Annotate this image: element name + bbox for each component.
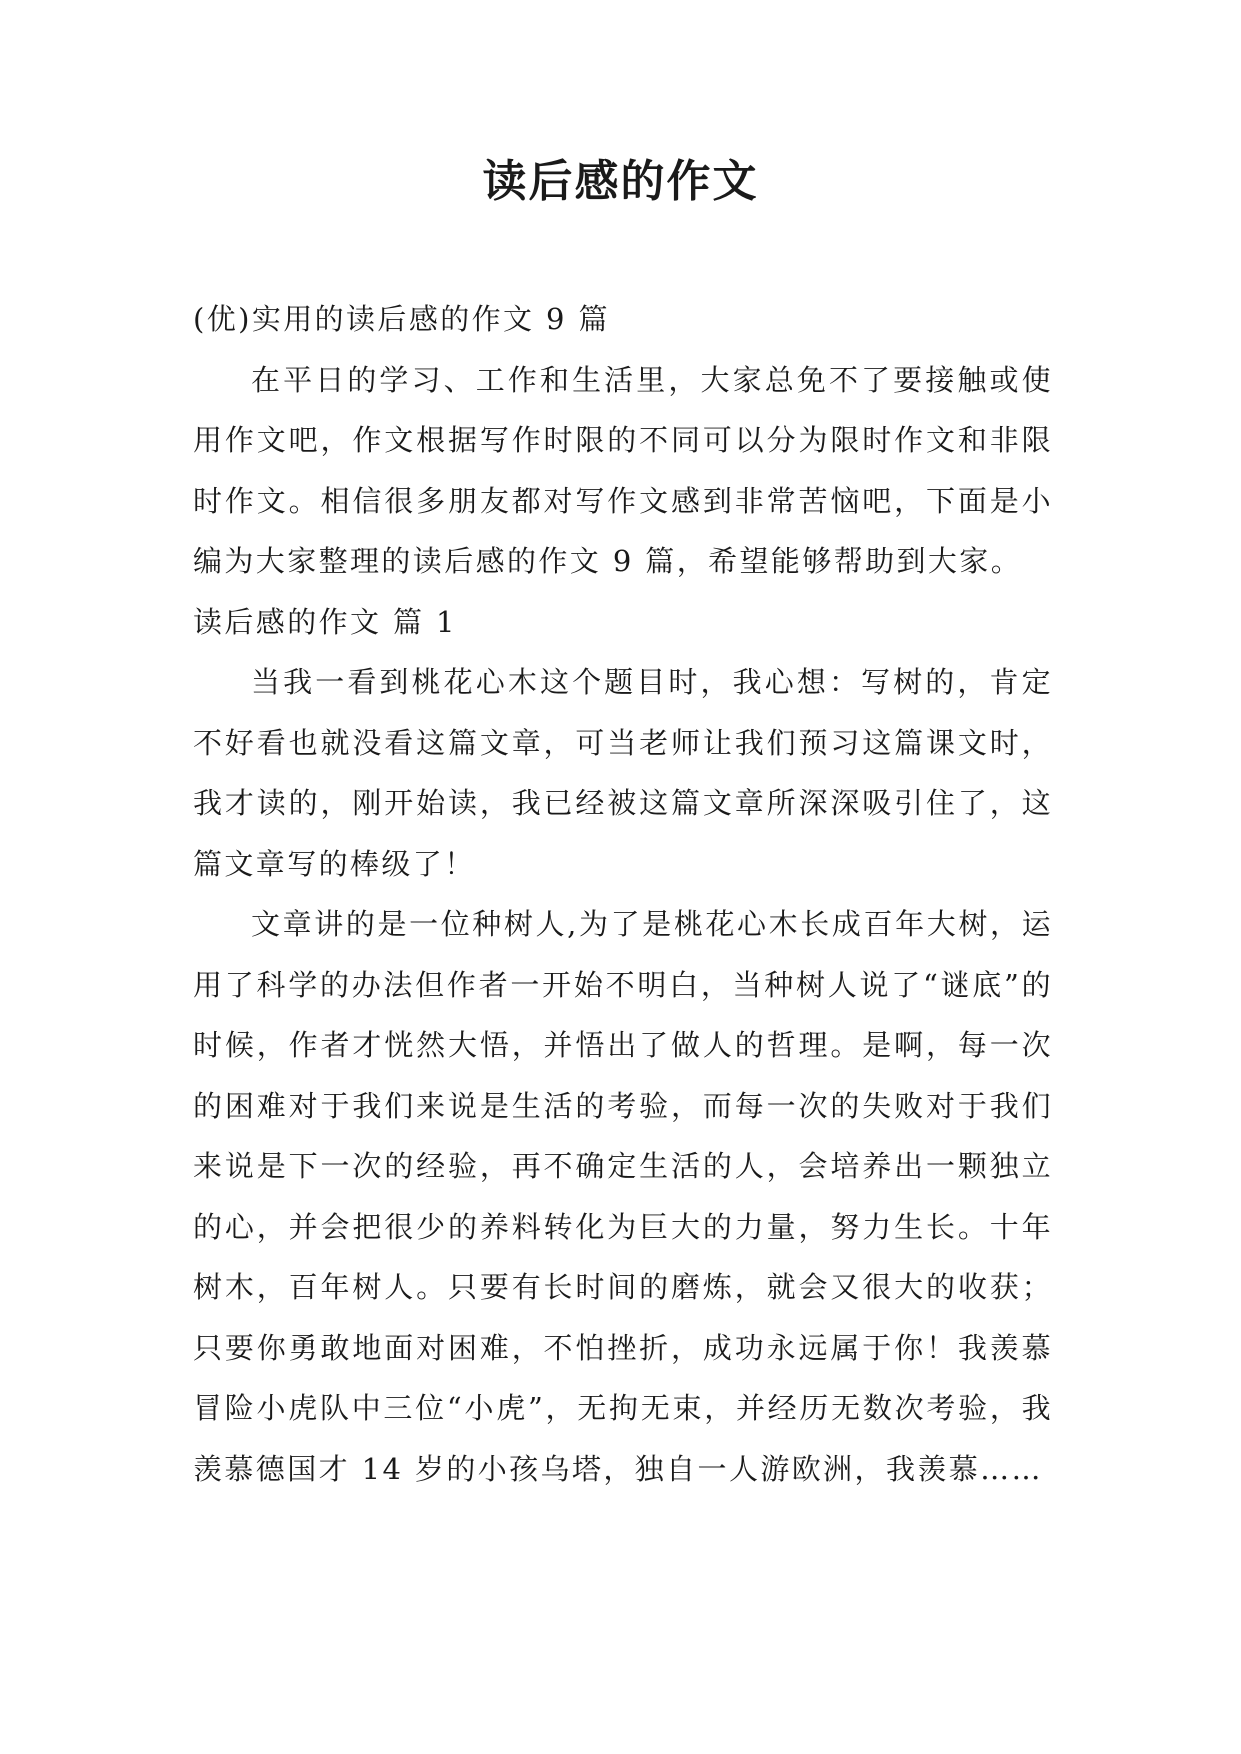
document-body (193, 289, 1053, 1499)
body-paragraph: 当我一看到桃花心木这个题目时，我心想：写树的，肯定不好看也就没看这篇文章，可当老师让我们预习这篇课文时，我才读的，刚开始读，我已经被这篇文章所深深吸引住了，这篇文章写的棒级了！ (193, 665, 1053, 881)
document-title: 读后感的作文 (482, 156, 759, 207)
body-paragraph: 文章讲的是一位种树人,为了是桃花心木长成百年大树，运用了科学的办法但作者一开始不明白，当种树人说了“谜底”的时候，作者才恍然大悟，并悟出了做人的哲理。是啊，每一次的困难对于我们来说是生活的考验，而每一次的失败对于我们来说是下一次的经验，再不确定生活的人，会培养出一颗独立的心，并会把很少的养料转化为巨大的力量，努力生长。十年树木，百年树人。只要有长时间的磨炼，就会又很大的收获；只要你勇敢地面对困难，不怕挫折，成功永远属于你！我羡慕冒险小虎队中三位“小虎”，无拘无束，并经历无数次考验，我羡慕德国才 14 岁的小孩乌塔，独自一人游欧洲，我羡慕…… (193, 907, 1053, 1486)
document-subtitle: (优)实用的读后感的作文 9 篇 (193, 302, 610, 336)
section-heading: 读后感的作文 篇 1 (193, 604, 457, 639)
intro-paragraph: 在平日的学习、工作和生活里，大家总免不了要接触或使用作文吧，作文根据写作时限的不同可以分为限时作文和非限时作文。相信很多朋友都对写作文感到非常苦恼吧，下面是小编为大家整理的读后感的作文 9 篇，希望能够帮助到大家。 (193, 362, 1053, 578)
